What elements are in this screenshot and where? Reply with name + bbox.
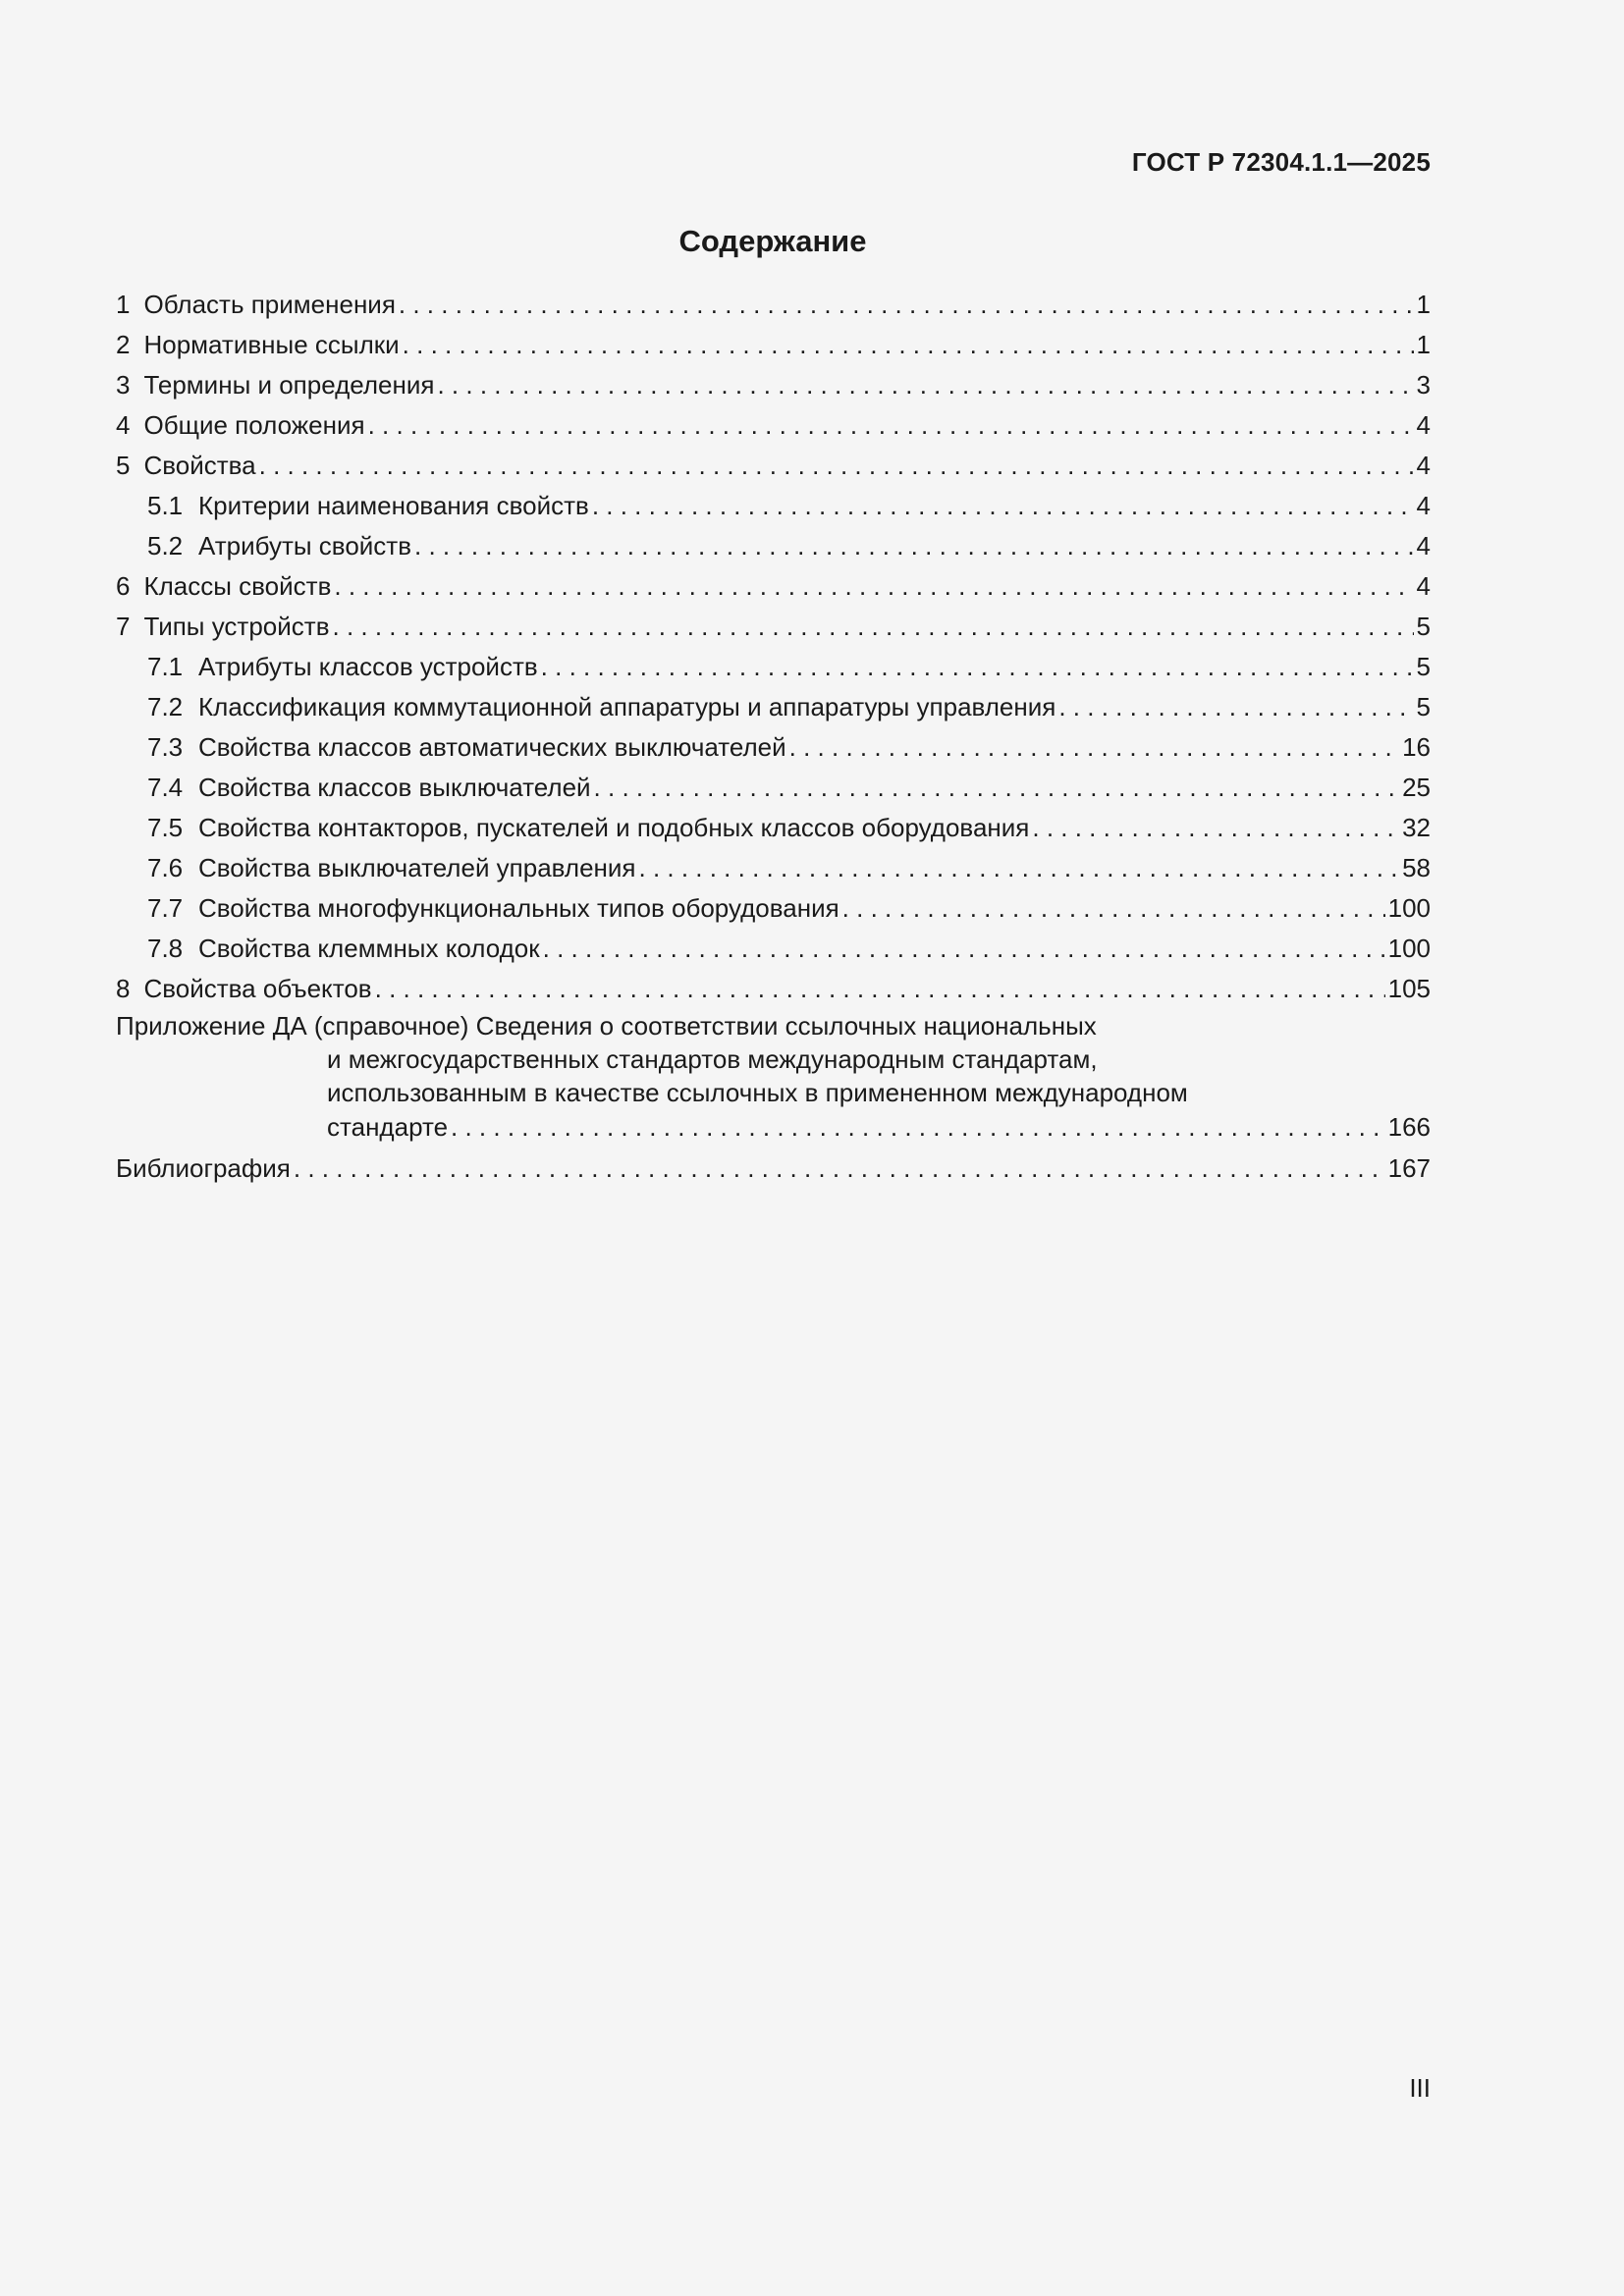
toc-entry-number: 5 xyxy=(116,451,131,480)
dot-leader xyxy=(334,566,1413,607)
appendix-line-4-text: стандарте xyxy=(327,1112,449,1142)
toc-entry[interactable] xyxy=(116,486,1431,526)
bibliography-page-number: 167 xyxy=(1387,1153,1431,1183)
toc-entry[interactable] xyxy=(116,607,1431,647)
toc-entry-text: Свойства выключателей управления xyxy=(198,853,636,882)
toc-entry[interactable] xyxy=(116,768,1431,808)
toc-entry[interactable] xyxy=(116,566,1431,607)
toc-entry-text: Свойства объектов xyxy=(143,974,372,1003)
toc-entry-page-number: 1 xyxy=(1416,330,1431,359)
toc-entry-page-number: 58 xyxy=(1402,853,1431,882)
toc-entry[interactable] xyxy=(116,848,1431,888)
toc-entry-number: 6 xyxy=(116,571,131,601)
toc-entry-text: Классы свойств xyxy=(143,571,332,601)
toc-entry-number: 7.2 xyxy=(147,692,184,721)
toc-entry-number: 7.6 xyxy=(147,853,184,882)
toc-entry-number: 5.1 xyxy=(147,491,184,520)
appendix-page-number: 166 xyxy=(1387,1112,1431,1142)
toc-entry-page-number: 5 xyxy=(1416,652,1431,681)
toc-entry-number: 7.7 xyxy=(147,893,184,923)
toc-entry-text: Свойства классов выключателей xyxy=(198,773,591,802)
dot-leader xyxy=(414,526,1414,566)
toc-entry-page-number: 4 xyxy=(1416,531,1431,561)
toc-entry-text: Нормативные ссылки xyxy=(143,330,400,359)
toc-entry[interactable] xyxy=(116,405,1431,446)
toc-bibliography-entry[interactable] xyxy=(116,1148,1431,1189)
toc-entry-page-number: 5 xyxy=(1416,692,1431,721)
dot-leader xyxy=(333,607,1414,647)
toc-entry[interactable] xyxy=(116,526,1431,566)
dot-leader xyxy=(639,848,1400,888)
dot-leader xyxy=(399,285,1414,325)
toc-entry-page-number: 100 xyxy=(1387,934,1431,963)
toc-entry-number: 5.2 xyxy=(147,531,184,561)
toc-entry[interactable] xyxy=(116,285,1431,325)
toc-entry[interactable] xyxy=(116,365,1431,405)
table-of-contents xyxy=(116,285,1431,1189)
toc-entry-text: Термины и определения xyxy=(143,370,435,400)
toc-entry-number: 7.5 xyxy=(147,813,184,842)
toc-entry[interactable] xyxy=(116,969,1431,1009)
toc-entry-number: 7 xyxy=(116,612,131,641)
page-number: III xyxy=(1409,2073,1431,2103)
toc-entry-page-number: 4 xyxy=(1416,410,1431,440)
document-code-header: ГОСТ Р 72304.1.1—2025 xyxy=(1131,147,1431,177)
toc-entry-text: Атрибуты классов устройств xyxy=(198,652,538,681)
toc-entry-number: 8 xyxy=(116,974,131,1003)
dot-leader xyxy=(259,446,1414,486)
dot-leader xyxy=(543,929,1385,969)
toc-entry-text: Свойства контакторов, пускателей и подобных классов оборудования xyxy=(198,813,1030,842)
toc-entry-number: 7.8 xyxy=(147,934,184,963)
toc-entry-page-number: 4 xyxy=(1416,451,1431,480)
dot-leader xyxy=(594,768,1400,808)
toc-entry-page-number: 1 xyxy=(1416,290,1431,319)
toc-entry-text: Свойства клеммных колодок xyxy=(198,934,540,963)
toc-entry-text: Область применения xyxy=(143,290,396,319)
toc-entry-number: 4 xyxy=(116,410,131,440)
toc-title: Содержание xyxy=(678,224,867,258)
toc-entry[interactable] xyxy=(116,929,1431,969)
toc-entry-number: 2 xyxy=(116,330,131,359)
toc-entry-text: Критерии наименования свойств xyxy=(198,491,589,520)
toc-appendix-entry[interactable] xyxy=(116,1009,1431,1145)
toc-entry[interactable] xyxy=(116,647,1431,687)
dot-leader xyxy=(842,888,1385,929)
dot-leader xyxy=(403,325,1414,365)
appendix-line-1: Приложение ДА (справочное) Сведения о соответствии ссылочных национальных xyxy=(116,1011,1097,1041)
toc-entry-text: Общие положения xyxy=(143,410,365,440)
toc-entry-number: 1 xyxy=(116,290,131,319)
toc-entry[interactable] xyxy=(116,888,1431,929)
toc-entry[interactable] xyxy=(116,687,1431,727)
dot-leader xyxy=(437,365,1413,405)
toc-entry-text: Типы устройств xyxy=(143,612,330,641)
dot-leader xyxy=(368,405,1414,446)
dot-leader xyxy=(789,727,1399,768)
appendix-line-4 xyxy=(116,1109,1431,1145)
toc-entry-text: Свойства классов автоматических выключателей xyxy=(198,732,786,762)
toc-entry[interactable] xyxy=(116,727,1431,768)
toc-entry-page-number: 16 xyxy=(1402,732,1431,762)
toc-entry-number: 7.4 xyxy=(147,773,184,802)
appendix-line-2: и межгосударственных стандартов международным стандартам, xyxy=(327,1044,1098,1074)
toc-entry-number: 7.1 xyxy=(147,652,184,681)
toc-entry-number: 7.3 xyxy=(147,732,184,762)
dot-leader xyxy=(1058,687,1413,727)
toc-entry-text: Свойства xyxy=(143,451,256,480)
dot-leader xyxy=(541,647,1414,687)
toc-entry-page-number: 32 xyxy=(1402,813,1431,842)
dot-leader xyxy=(294,1148,1385,1189)
toc-entry-text: Атрибуты свойств xyxy=(198,531,412,561)
toc-entry-page-number: 25 xyxy=(1402,773,1431,802)
toc-entry-page-number: 3 xyxy=(1416,370,1431,400)
toc-entry-text: Классификация коммутационной аппаратуры и аппаратуры управления xyxy=(198,692,1056,721)
toc-entry-page-number: 4 xyxy=(1416,571,1431,601)
toc-entry-page-number: 4 xyxy=(1416,491,1431,520)
toc-entry[interactable] xyxy=(116,808,1431,848)
dot-leader xyxy=(375,969,1385,1009)
toc-entry[interactable] xyxy=(116,325,1431,365)
toc-entry-number: 3 xyxy=(116,370,131,400)
dot-leader xyxy=(451,1109,1385,1145)
dot-leader xyxy=(592,486,1414,526)
toc-entry[interactable] xyxy=(116,446,1431,486)
toc-entry-page-number: 105 xyxy=(1387,974,1431,1003)
toc-entry-page-number: 100 xyxy=(1387,893,1431,923)
toc-entries xyxy=(116,285,1431,1009)
toc-entry-text: Свойства многофункциональных типов оборудования xyxy=(198,893,839,923)
toc-entry-page-number: 5 xyxy=(1416,612,1431,641)
dot-leader xyxy=(1032,808,1399,848)
bibliography-text: Библиография xyxy=(116,1153,291,1183)
appendix-line-3: использованным в качестве ссылочных в примененном международном xyxy=(327,1078,1188,1107)
